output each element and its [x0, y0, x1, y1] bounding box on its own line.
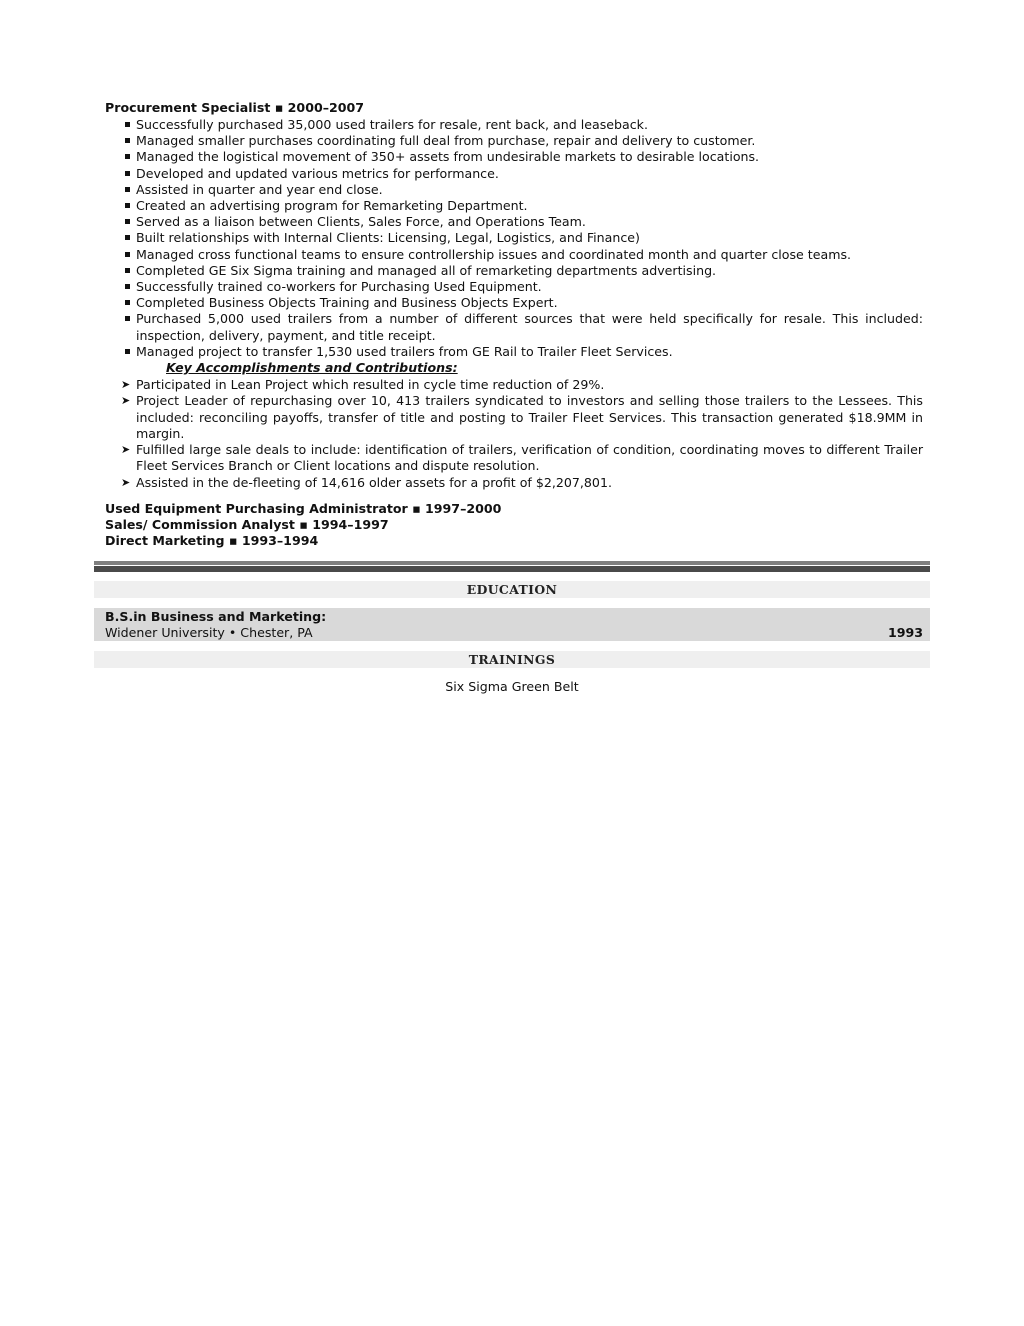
- arrow-bullet-icon: ➤: [121, 443, 131, 457]
- arrow-bullet-icon: ➤: [121, 378, 131, 391]
- list-item: Successfully trained co-workers for Purchasing Used Equipment.: [120, 279, 923, 295]
- list-item: Assisted in quarter and year end close.: [120, 182, 923, 198]
- list-item: Developed and updated various metrics for performance.: [120, 166, 923, 182]
- education-entry: [94, 608, 930, 641]
- list-item: Purchased 5,000 used trailers from a number of different sources that were held specifically for resale. This included: inspection, delivery, payment, and title receipt.: [120, 311, 923, 343]
- square-bullet-icon: [125, 284, 130, 289]
- list-item: Created an advertising program for Remarketing Department.: [120, 198, 923, 214]
- list-item: Completed GE Six Sigma training and managed all of remarketing departments advertising.: [120, 263, 923, 279]
- square-bullet-icon: [125, 154, 130, 159]
- square-bullet-icon: [125, 300, 130, 305]
- accomplishments-heading: Key Accomplishments and Contributions:: [166, 360, 458, 375]
- list-item: ➤ Fulfilled large sale deals to include: identification of trailers, verification of condition, coordinating moves to different Trailer Fleet Services Branch or Client locations and dispute resolution.: [121, 442, 923, 474]
- degree: B.S.in Business and Marketing:: [105, 609, 327, 624]
- list-item: Successfully purchased 35,000 used trailers for resale, rent back, and leaseback.: [120, 117, 923, 133]
- square-bullet-icon: [125, 203, 130, 208]
- school: Widener University • Chester, PA: [105, 625, 313, 640]
- list-item: ➤ Assisted in the de-fleeting of 14,616 older assets for a profit of $2,207,801.: [121, 474, 612, 490]
- accomplishments-list: [120, 377, 923, 491]
- list-item: Completed Business Objects Training and Business Objects Expert.: [120, 295, 923, 311]
- list-item: ➤ Project Leader of repurchasing over 10, 413 trailers syndicated to investors and selling those trailers to the Lessees. This included: reconciling payoffs, transfer of title and posting to Trailer Fleet Services. This transaction generated $18.9MM in margin.: [121, 393, 923, 441]
- training-item: Six Sigma Green Belt: [445, 679, 579, 694]
- education-heading: EDUCATION: [94, 581, 930, 598]
- list-item: Served as a liaison between Clients, Sales Force, and Operations Team.: [120, 214, 923, 230]
- list-item: ➤ Participated in Lean Project which resulted in cycle time reduction of 29%.: [121, 377, 605, 392]
- list-item: Built relationships with Internal Clients: Licensing, Legal, Logistics, and Finance): [120, 230, 923, 246]
- section-divider: [94, 566, 930, 572]
- section-divider: [94, 561, 930, 565]
- square-bullet-icon: [125, 138, 130, 143]
- list-item: Managed project to transfer 1,530 used trailers from GE Rail to Trailer Fleet Services.: [120, 344, 923, 360]
- square-bullet-icon: [125, 235, 130, 240]
- previous-roles: [105, 501, 501, 550]
- square-bullet-icon: [125, 171, 130, 176]
- list-item: Managed the logistical movement of 350+ assets from undesirable markets to desirable locations.: [120, 149, 923, 165]
- square-bullet-icon: [125, 122, 130, 127]
- responsibilities-list: [120, 117, 923, 360]
- square-bullet-icon: [125, 268, 130, 273]
- square-bullet-icon: [125, 316, 130, 321]
- arrow-bullet-icon: ➤: [121, 394, 131, 408]
- list-item: Managed cross functional teams to ensure controllership issues and coordinated month and quarter close teams.: [120, 247, 923, 263]
- arrow-bullet-icon: ➤: [121, 475, 131, 489]
- role-title: Sales/ Commission Analyst ▪ 1994–1997: [105, 517, 389, 533]
- role-title: Direct Marketing ▪ 1993–1994: [105, 533, 319, 549]
- trainings-heading: TRAININGS: [94, 651, 930, 668]
- graduation-year: 1993: [887, 625, 923, 640]
- square-bullet-icon: [125, 349, 130, 354]
- square-bullet-icon: [125, 187, 130, 192]
- square-bullet-icon: [125, 252, 130, 257]
- square-bullet-icon: [125, 219, 130, 224]
- role-title-procurement-specialist: Procurement Specialist ▪ 2000–2007: [105, 100, 365, 115]
- role-title: Used Equipment Purchasing Administrator ▪ 1997–2000: [105, 501, 502, 516]
- list-item: Managed smaller purchases coordinating full deal from purchase, repair and delivery to customer.: [120, 133, 923, 149]
